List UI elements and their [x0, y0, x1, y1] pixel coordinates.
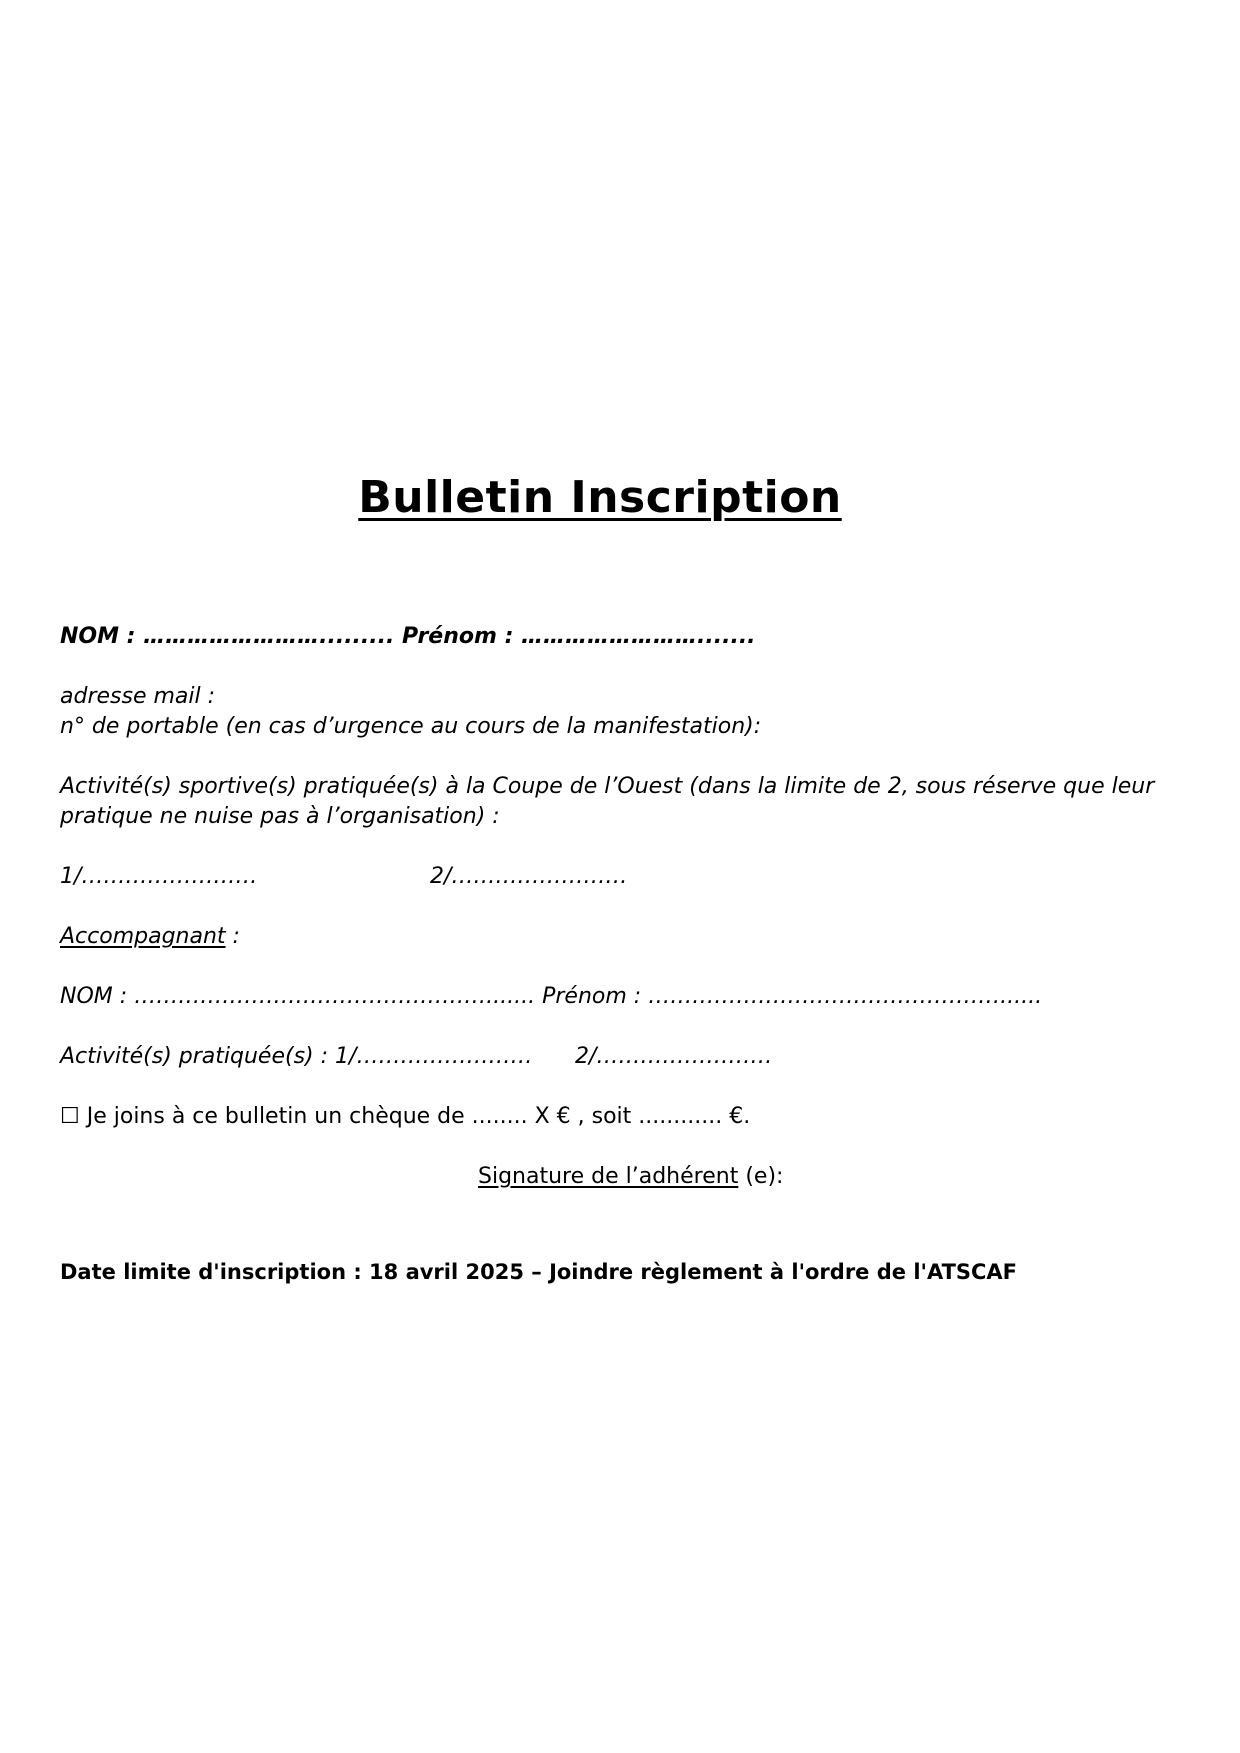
- signature-line: [478, 1162, 1078, 1192]
- page-title: Bulletin Inscription: [358, 472, 842, 523]
- phone-label: n° de portable (en cas d’urgence au cours de la manifestation):: [60, 714, 762, 739]
- companion-heading: [60, 922, 1190, 952]
- signature-label: Signature de l’adhérent: [478, 1164, 739, 1189]
- signature-suffix: (e):: [738, 1164, 784, 1189]
- email-label: adresse mail :: [60, 684, 216, 709]
- companion-name-line: NOM : …………………………………………....... Prénom : …………………………………………......: [60, 984, 1043, 1009]
- deadline-notice: Date limite d'inscription : 18 avril 2025 – Joindre règlement à l'ordre de l'ATSCAF: [60, 1260, 1018, 1284]
- companion-activity-2-field: 2/……………………: [575, 1044, 773, 1069]
- name-line: NOM : ……………………......... Prénom : …………………….......: [60, 624, 756, 649]
- activity-2-field: 2/……………………: [430, 864, 628, 889]
- activities-intro: Activité(s) sportive(s) pratiquée(s) à la Coupe de l’Ouest (dans la limite de 2, sous réserve que leur pratique ne nuise pas à l’organisation) :: [60, 774, 1155, 829]
- companion-colon: :: [225, 924, 240, 949]
- cheque-text: Je joins à ce bulletin un chèque de ........ X € , soit ............ €.: [79, 1104, 751, 1129]
- activities-line: [60, 862, 1190, 892]
- cheque-line: [60, 1102, 1190, 1132]
- companion-activities-line: [60, 1042, 1190, 1072]
- checkbox-icon[interactable]: ☐: [60, 1104, 80, 1129]
- companion-label: Accompagnant: [60, 924, 226, 949]
- activity-1-field: 1/……………………: [60, 864, 258, 889]
- companion-activity-1-field: Activité(s) pratiquée(s) : 1/……………………: [60, 1044, 533, 1069]
